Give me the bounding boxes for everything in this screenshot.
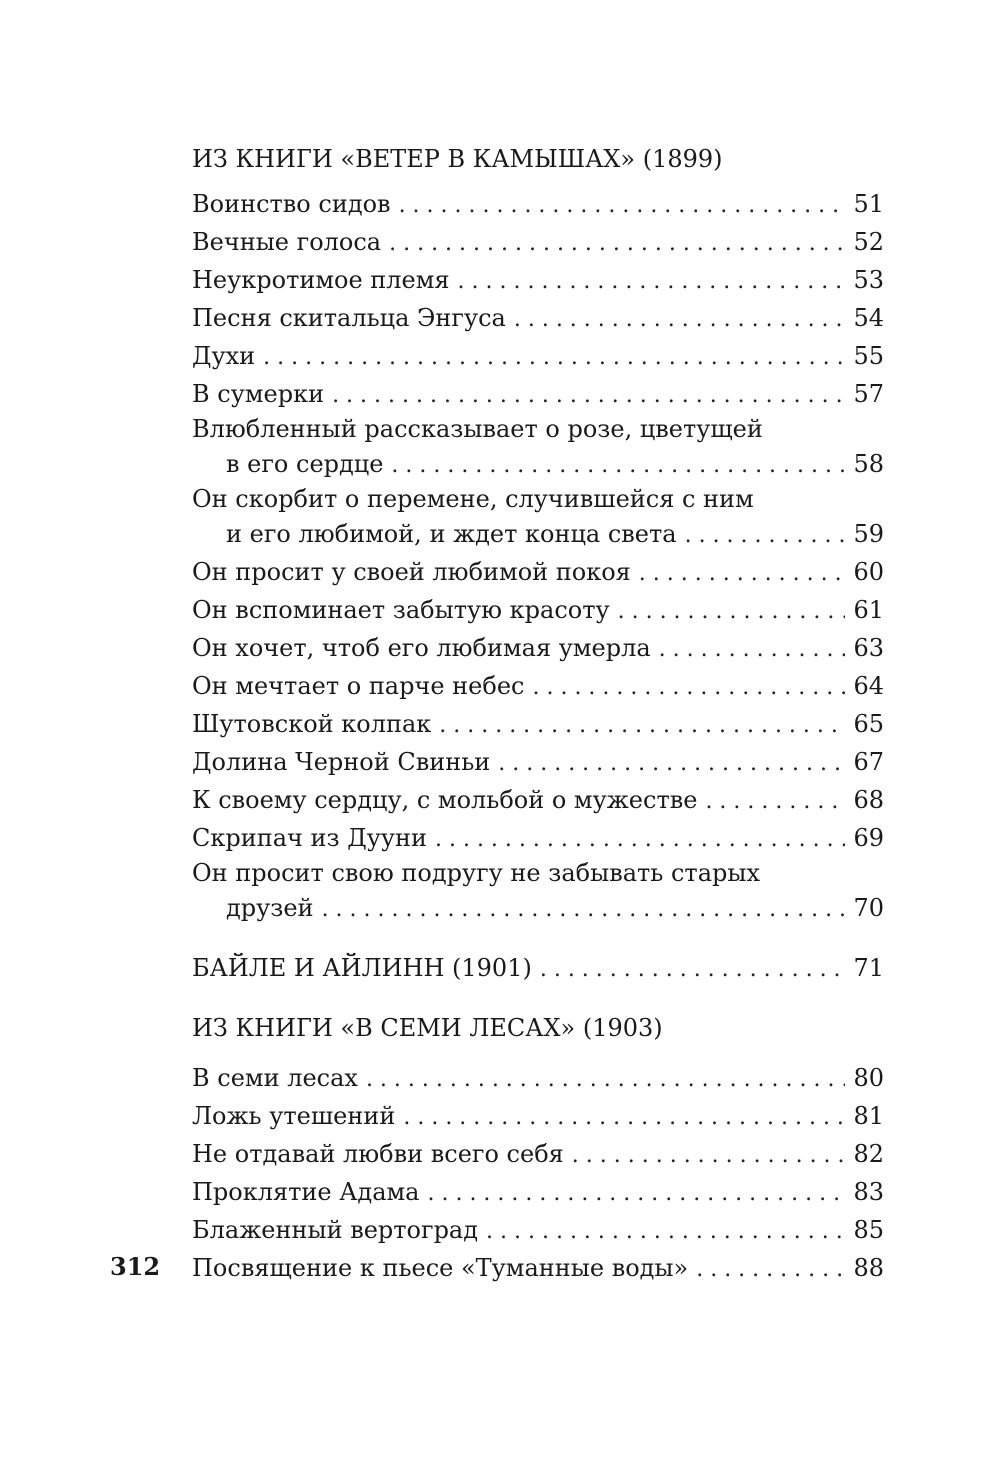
toc-entry bbox=[192, 667, 884, 705]
dot-leader bbox=[696, 1251, 845, 1289]
entry-title: Он мечтает о парче небес bbox=[192, 672, 525, 700]
dot-leader bbox=[486, 1213, 845, 1251]
entry-page-number: 67 bbox=[853, 748, 884, 776]
toc-entry bbox=[192, 413, 884, 483]
entry-page-number: 70 bbox=[853, 894, 884, 922]
entry-page-number: 54 bbox=[853, 304, 884, 332]
toc-entry bbox=[192, 1097, 884, 1135]
entry-page-number: 51 bbox=[853, 190, 884, 218]
entry-title: Посвящение к пьесе «Туманные воды» bbox=[192, 1254, 689, 1282]
entry-title: В сумерки bbox=[192, 380, 325, 408]
entry-title: Проклятие Адама bbox=[192, 1178, 420, 1206]
toc-entry bbox=[192, 1249, 884, 1287]
entry-title: Долина Черной Свиньи bbox=[192, 748, 491, 776]
entry-page-number: 69 bbox=[853, 824, 884, 852]
entry-page-number: 81 bbox=[853, 1102, 884, 1130]
toc-entry bbox=[192, 781, 884, 819]
dot-leader bbox=[498, 745, 845, 783]
entry-title: К своему сердцу, с мольбой о мужестве bbox=[192, 786, 698, 814]
entry-title: Он вспоминает забытую красоту bbox=[192, 596, 610, 624]
entry-title: Неукротимое племя bbox=[192, 266, 450, 294]
section-page-number: 71 bbox=[853, 954, 884, 982]
entry-title: В семи лесах bbox=[192, 1064, 358, 1092]
entry-page-number: 53 bbox=[853, 266, 884, 294]
toc-entry bbox=[192, 375, 884, 413]
dot-leader bbox=[618, 593, 846, 631]
dot-leader bbox=[659, 631, 846, 669]
page-number: 312 bbox=[110, 1252, 161, 1281]
toc-entry bbox=[192, 261, 884, 299]
entry-title: Шутовской колпак bbox=[192, 710, 432, 738]
entry-page-number: 80 bbox=[853, 1064, 884, 1092]
entry-title: Не отдавай любви всего себя bbox=[192, 1140, 564, 1168]
entry-title: Влюбленный рассказывает о розе, цветущей bbox=[192, 415, 763, 443]
dot-leader bbox=[322, 891, 846, 929]
entry-title: Он просит свою подругу не забывать старых bbox=[192, 859, 761, 887]
entry-title: Воинство сидов bbox=[192, 190, 391, 218]
dot-leader bbox=[263, 339, 845, 377]
toc-entry bbox=[192, 185, 884, 223]
toc-entry bbox=[192, 705, 884, 743]
toc-entry bbox=[192, 1211, 884, 1249]
entry-title: Ложь утешений bbox=[192, 1102, 396, 1130]
toc-entry bbox=[192, 819, 884, 857]
dot-leader bbox=[389, 225, 845, 263]
dot-leader bbox=[332, 377, 845, 415]
toc-entry bbox=[192, 1059, 884, 1097]
entry-title: Скрипач из Дууни bbox=[192, 824, 427, 852]
entry-title-continued: и его любимой, и ждет конца света bbox=[226, 520, 677, 548]
entry-page-number: 60 bbox=[853, 558, 884, 586]
section-title: БАЙЛЕ И АЙЛИНН (1901) bbox=[192, 954, 532, 982]
entry-page-number: 85 bbox=[853, 1216, 884, 1244]
toc-entry bbox=[192, 337, 884, 375]
entry-title: Вечные голоса bbox=[192, 228, 382, 256]
toc-entry bbox=[192, 483, 884, 553]
toc-entry bbox=[192, 857, 884, 927]
toc-entry bbox=[192, 591, 884, 629]
section-title: ИЗ КНИГИ «ВЕТЕР В КАМЫШАХ» (1899) bbox=[192, 145, 723, 173]
dot-leader bbox=[572, 1137, 846, 1175]
entry-title: Блаженный вертоград bbox=[192, 1216, 479, 1244]
toc-entry bbox=[192, 299, 884, 337]
dot-leader bbox=[685, 517, 846, 555]
entry-title-continued: друзей bbox=[226, 894, 314, 922]
entry-page-number: 63 bbox=[853, 634, 884, 662]
entry-page-number: 65 bbox=[853, 710, 884, 738]
entry-title-continued: в его сердце bbox=[226, 450, 384, 478]
entry-page-number: 64 bbox=[853, 672, 884, 700]
dot-leader bbox=[391, 447, 845, 485]
entry-page-number: 88 bbox=[853, 1254, 884, 1282]
dot-leader bbox=[435, 821, 845, 859]
dot-leader bbox=[532, 669, 845, 707]
dot-leader bbox=[399, 187, 846, 225]
dot-leader bbox=[705, 783, 845, 821]
dot-leader bbox=[514, 301, 846, 339]
entry-title: Он просит у своей любимой покоя bbox=[192, 558, 631, 586]
toc-entry bbox=[192, 223, 884, 261]
dot-leader bbox=[540, 951, 846, 989]
toc-entry bbox=[192, 1135, 884, 1173]
entry-page-number: 59 bbox=[853, 520, 884, 548]
entry-title: Духи bbox=[192, 342, 256, 370]
dot-leader bbox=[427, 1175, 845, 1213]
entry-title: Он хочет, чтоб его любимая умерла bbox=[192, 634, 651, 662]
entry-page-number: 52 bbox=[853, 228, 884, 256]
section-title-with-page bbox=[192, 949, 884, 987]
toc-entry bbox=[192, 553, 884, 591]
toc-entry bbox=[192, 629, 884, 667]
entry-page-number: 55 bbox=[853, 342, 884, 370]
entry-page-number: 61 bbox=[853, 596, 884, 624]
dot-leader bbox=[439, 707, 845, 745]
entry-page-number: 82 bbox=[853, 1140, 884, 1168]
toc-entry bbox=[192, 1173, 884, 1211]
table-of-contents bbox=[192, 140, 884, 1287]
dot-leader bbox=[366, 1061, 846, 1099]
entry-page-number: 68 bbox=[853, 786, 884, 814]
entry-page-number: 58 bbox=[853, 450, 884, 478]
entry-title: Песня скитальца Энгуса bbox=[192, 304, 506, 332]
dot-leader bbox=[403, 1099, 845, 1137]
entry-page-number: 83 bbox=[853, 1178, 884, 1206]
section-title: ИЗ КНИГИ «В СЕМИ ЛЕСАХ» (1903) bbox=[192, 1014, 663, 1042]
toc-entry bbox=[192, 743, 884, 781]
dot-leader bbox=[639, 555, 846, 593]
entry-page-number: 57 bbox=[853, 380, 884, 408]
entry-title: Он скорбит о перемене, случившейся с ним bbox=[192, 485, 754, 513]
dot-leader bbox=[458, 263, 846, 301]
